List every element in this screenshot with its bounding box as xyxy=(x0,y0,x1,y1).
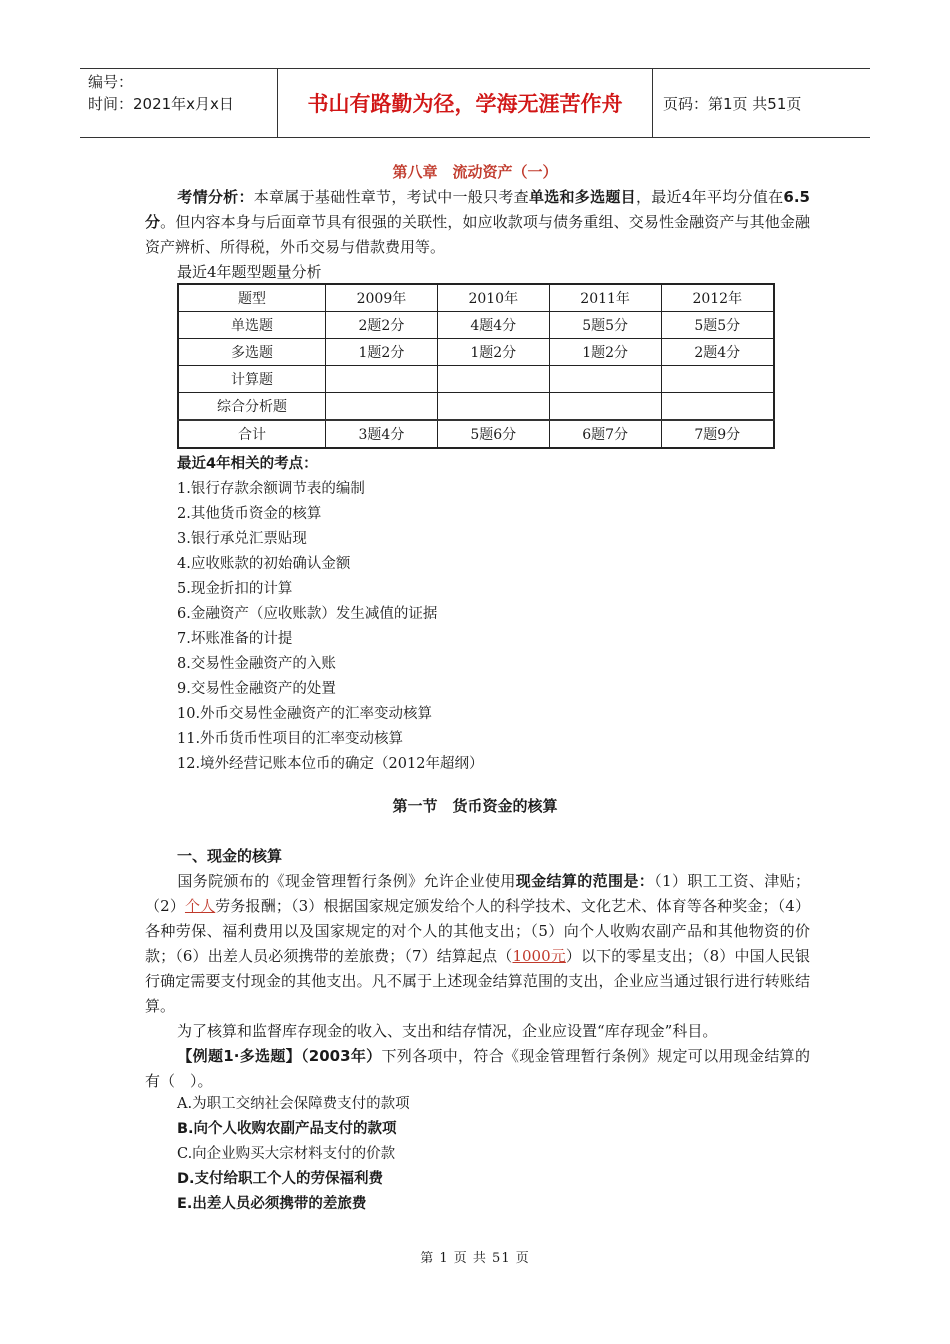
page-header xyxy=(80,68,870,138)
analysis-bold-1: 单选和多选题目 xyxy=(528,188,636,206)
table-cell: 单选题 xyxy=(178,312,326,339)
chapter-title: 第八章 流动资产（一） xyxy=(392,163,558,181)
table-header-cell: 2010年 xyxy=(437,284,549,312)
table-cell xyxy=(549,366,661,393)
header-meta xyxy=(80,69,278,137)
table-cell: 1题2分 xyxy=(437,339,549,366)
option-item: D.支付给职工个人的劳保福利费 xyxy=(177,1171,384,1187)
table-cell: 5题6分 xyxy=(437,420,549,448)
page-footer: 第 1 页 共 51 页 xyxy=(420,1251,530,1266)
cash-text-5: 为了核算和监督库存现金的收入、支出和结存情况，企业应设置“库存现金”科目。 xyxy=(177,1022,718,1040)
example-stem xyxy=(145,1044,810,1094)
exam-point-item: 10.外币交易性金融资产的汇率变动核算 xyxy=(177,706,433,722)
analysis-text-1: 本章属于基础性章节，考试中一般只考查 xyxy=(253,188,529,206)
table-row xyxy=(178,339,774,366)
points-title: 最近4年相关的考点： xyxy=(177,456,318,472)
exam-points xyxy=(177,452,483,777)
table-cell: 多选题 xyxy=(178,339,326,366)
cash-heading: 一、现金的核算 xyxy=(177,847,283,865)
option-item: E.出差人员必须携带的差旅费 xyxy=(177,1196,367,1212)
cash-bold: 现金结算的范围是： xyxy=(515,872,655,890)
cash-text-2: （1）职工工资、津贴；（2） xyxy=(145,872,810,915)
table-cell: 1题2分 xyxy=(549,339,661,366)
header-page-label: 页码：第1页 共51页 xyxy=(663,94,802,113)
analysis-paragraph xyxy=(145,185,810,260)
analysis-text-2: ，最近4年平均分值在 xyxy=(635,188,784,206)
table-row xyxy=(178,366,774,393)
cash-paragraph xyxy=(145,869,810,1019)
table-cell: 2题4分 xyxy=(661,339,774,366)
table-cell xyxy=(437,366,549,393)
table-cell: 计算题 xyxy=(178,366,326,393)
cash-text-4: ）以下的零星支出；（8）中国人民银行确定需要支付现金的其他支出。凡不属于上述现金结算范围的支出，企业应当通过银行进行转账结算。 xyxy=(145,947,810,1015)
option-item: A.为职工交纳社会保障费支付的款项 xyxy=(177,1096,410,1112)
exam-point-item: 3.银行承兑汇票贴现 xyxy=(177,531,307,547)
section-title: 第一节 货币资金的核算 xyxy=(392,797,558,815)
table-cell: 综合分析题 xyxy=(178,393,326,421)
exam-point-item: 6.金融资产（应收账款）发生减值的证据 xyxy=(177,606,438,622)
table-cell xyxy=(326,366,438,393)
exam-point-item: 12.境外经营记账本位币的确定（2012年超纲） xyxy=(177,756,484,772)
example-options xyxy=(177,1092,410,1217)
cash-section xyxy=(145,844,810,1094)
cash-text-1: 国务院颁布的《现金管理暂行条例》允许企业使用 xyxy=(177,872,516,890)
date-label: 时间：2021年x月x日 xyxy=(88,95,234,113)
cash-underline-2: 1000元 xyxy=(512,947,566,965)
exam-point-item: 1.银行存款余额调节表的编制 xyxy=(177,481,365,497)
table-header-cell: 2009年 xyxy=(326,284,438,312)
table-cell: 1题2分 xyxy=(326,339,438,366)
table-cell: 合计 xyxy=(178,420,326,448)
exam-point-item: 4.应收账款的初始确认金额 xyxy=(177,556,351,572)
table-header-cell: 2011年 xyxy=(549,284,661,312)
table-row xyxy=(178,312,774,339)
header-motto: 书山有路勤为径，学海无涯苦作舟 xyxy=(278,69,653,137)
table-cell: 3题4分 xyxy=(326,420,438,448)
table-cell: 7题9分 xyxy=(661,420,774,448)
stats-table xyxy=(177,283,775,449)
table-header-cell: 2012年 xyxy=(661,284,774,312)
analysis-lead: 考情分析： xyxy=(177,188,254,206)
table-row xyxy=(178,393,774,421)
cash-underline-1: 个人 xyxy=(184,897,216,915)
table-cell: 5题5分 xyxy=(549,312,661,339)
exam-point-item: 9.交易性金融资产的处置 xyxy=(177,681,336,697)
table-cell: 2题2分 xyxy=(326,312,438,339)
table-cell: 6题7分 xyxy=(549,420,661,448)
example-tag: 【例题1·多选题】（2003年） xyxy=(177,1047,382,1065)
table-cell xyxy=(437,393,549,421)
table-cell: 5题5分 xyxy=(661,312,774,339)
table-cell xyxy=(549,393,661,421)
analysis-bold-2: 6.5分 xyxy=(145,188,810,231)
option-item: B.向个人收购农副产品支付的款项 xyxy=(177,1121,397,1137)
exam-point-item: 5.现金折扣的计算 xyxy=(177,581,293,597)
option-item: C.向企业购买大宗材料支付的价款 xyxy=(177,1146,396,1162)
exam-point-item: 2.其他货币资金的核算 xyxy=(177,506,322,522)
table-cell: 4题4分 xyxy=(437,312,549,339)
analysis-text-3: 。但内容本身与后面章节具有很强的关联性，如应收款项与债务重组、交易性金融资产与其他金融资产辨析、所得税，外币交易与借款费用等。 xyxy=(145,213,810,256)
example-stem-text: 下列各项中，符合《现金管理暂行条例》规定可以用现金结算的有（ ）。 xyxy=(145,1047,810,1090)
table-cell xyxy=(326,393,438,421)
exam-point-item: 7.坏账准备的计提 xyxy=(177,631,293,647)
number-label: 编号： xyxy=(88,73,134,91)
table-caption: 最近4年题型题量分析 xyxy=(177,263,322,281)
cash-paragraph-2 xyxy=(145,1019,810,1044)
cash-text-3: 劳务报酬；（3）根据国家规定颁发给个人的科学技术、文化艺术、体育等各种奖金；（4）各种劳保、福利费用以及国家规定的对个人的其他支出；（5）向个人收购农副产品和其他物资的价款；（6）出差人员必须携带的差旅费；（7）结算起点（ xyxy=(145,897,810,965)
table-header-cell: 题型 xyxy=(178,284,326,312)
table-cell xyxy=(661,393,774,421)
table-header-row xyxy=(178,284,774,312)
exam-point-item: 11.外币货币性项目的汇率变动核算 xyxy=(177,731,404,747)
exam-point-item: 8.交易性金融资产的入账 xyxy=(177,656,336,672)
table-row xyxy=(178,420,774,448)
table-cell xyxy=(661,366,774,393)
